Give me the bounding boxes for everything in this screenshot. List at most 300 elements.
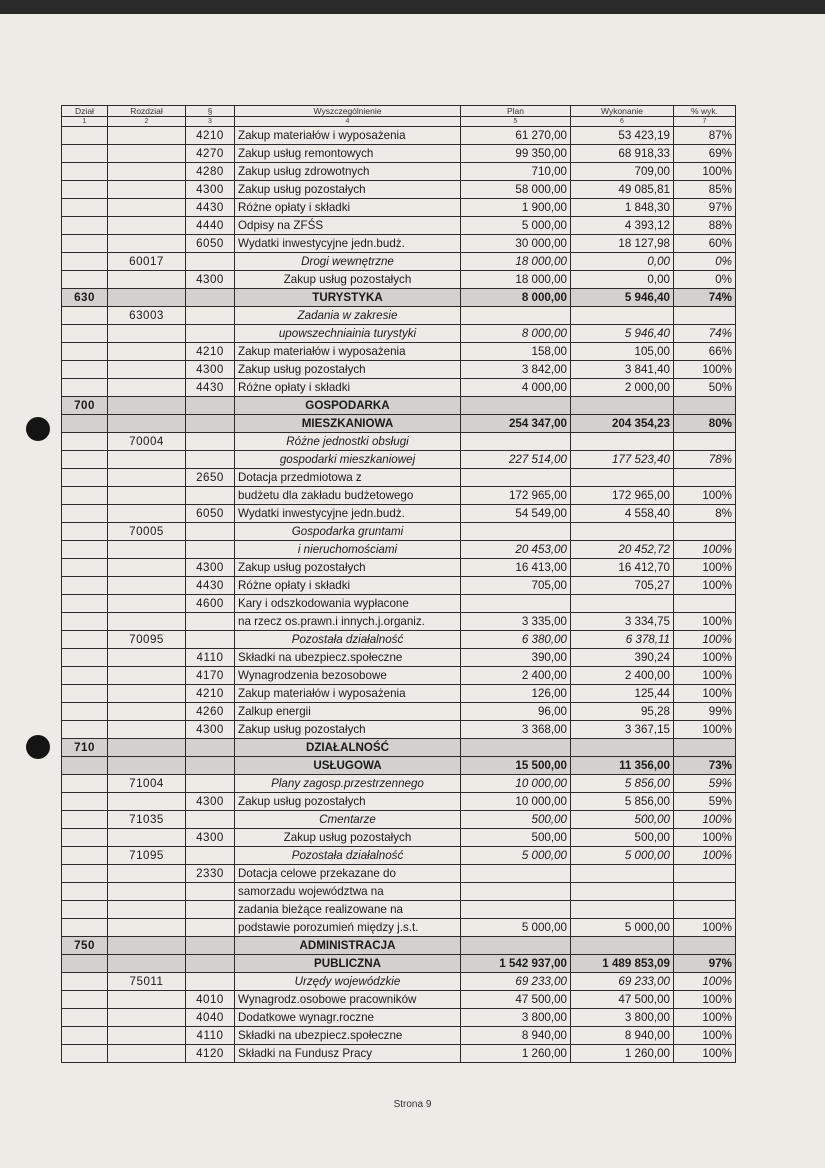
- percent-cell: 100%: [674, 721, 736, 739]
- dzial-cell: [62, 829, 108, 847]
- paragraf-cell: 4210: [186, 127, 235, 145]
- plan-cell: 500,00: [461, 811, 571, 829]
- description-cell: budżetu dla zakładu budżetowego: [235, 487, 461, 505]
- dzial-cell: [62, 955, 108, 973]
- execution-cell: 5 000,00: [571, 847, 674, 865]
- percent-cell: 100%: [674, 613, 736, 631]
- plan-cell: 69 233,00: [461, 973, 571, 991]
- dzial-cell: [62, 1009, 108, 1027]
- execution-cell: 5 946,40: [571, 325, 674, 343]
- percent-cell: [674, 865, 736, 883]
- rozdzial-cell: [108, 127, 186, 145]
- table-row: [62, 991, 736, 1009]
- paragraf-cell: [186, 739, 235, 757]
- paragraf-cell: [186, 325, 235, 343]
- paragraf-cell: 4300: [186, 271, 235, 289]
- table-row: [62, 901, 736, 919]
- rozdzial-cell: [108, 667, 186, 685]
- rozdzial-cell: [108, 739, 186, 757]
- execution-cell: 390,24: [571, 649, 674, 667]
- description-cell: Wynagrodz.osobowe pracowników: [235, 991, 461, 1009]
- execution-cell: 20 452,72: [571, 541, 674, 559]
- percent-cell: 80%: [674, 415, 736, 433]
- paragraf-cell: [186, 847, 235, 865]
- paragraf-cell: 4430: [186, 379, 235, 397]
- dzial-cell: [62, 271, 108, 289]
- paragraf-cell: [186, 397, 235, 415]
- execution-cell: 500,00: [571, 811, 674, 829]
- rozdzial-cell: [108, 271, 186, 289]
- rozdzial-cell: 70095: [108, 631, 186, 649]
- plan-cell: 227 514,00: [461, 451, 571, 469]
- plan-cell: 30 000,00: [461, 235, 571, 253]
- plan-cell: 5 000,00: [461, 919, 571, 937]
- paragraf-cell: [186, 883, 235, 901]
- table-row: [62, 919, 736, 937]
- execution-cell: [571, 937, 674, 955]
- paragraf-cell: 6050: [186, 505, 235, 523]
- plan-cell: [461, 433, 571, 451]
- column-number: 4: [235, 117, 461, 127]
- table-row: [62, 865, 736, 883]
- description-cell: Zakup materiałów i wyposażenia: [235, 343, 461, 361]
- scan-top-edge: [0, 0, 825, 14]
- dzial-cell: [62, 775, 108, 793]
- execution-cell: 2 000,00: [571, 379, 674, 397]
- rozdzial-cell: [108, 937, 186, 955]
- paragraf-cell: [186, 451, 235, 469]
- rozdzial-cell: 71095: [108, 847, 186, 865]
- rozdzial-cell: [108, 595, 186, 613]
- paragraf-cell: 2650: [186, 469, 235, 487]
- dzial-cell: [62, 505, 108, 523]
- percent-cell: 100%: [674, 559, 736, 577]
- table-row: [62, 577, 736, 595]
- paragraf-cell: 4260: [186, 703, 235, 721]
- paragraf-cell: 4300: [186, 361, 235, 379]
- percent-cell: 73%: [674, 757, 736, 775]
- column-header: Rozdział: [108, 106, 186, 117]
- description-cell: Składki na ubezpiecz.społeczne: [235, 1027, 461, 1045]
- column-number: 1: [62, 117, 108, 127]
- plan-cell: 158,00: [461, 343, 571, 361]
- execution-cell: 5 946,40: [571, 289, 674, 307]
- percent-cell: 78%: [674, 451, 736, 469]
- percent-cell: [674, 883, 736, 901]
- rozdzial-cell: [108, 613, 186, 631]
- execution-cell: 0,00: [571, 271, 674, 289]
- execution-cell: 53 423,19: [571, 127, 674, 145]
- percent-cell: 100%: [674, 631, 736, 649]
- plan-cell: 705,00: [461, 577, 571, 595]
- percent-cell: [674, 307, 736, 325]
- dzial-cell: [62, 469, 108, 487]
- execution-cell: 709,00: [571, 163, 674, 181]
- dzial-cell: [62, 577, 108, 595]
- paragraf-cell: 4600: [186, 595, 235, 613]
- execution-cell: 3 334,75: [571, 613, 674, 631]
- plan-cell: 172 965,00: [461, 487, 571, 505]
- execution-cell: 68 918,33: [571, 145, 674, 163]
- percent-cell: 0%: [674, 253, 736, 271]
- plan-cell: 3 368,00: [461, 721, 571, 739]
- plan-cell: 96,00: [461, 703, 571, 721]
- paragraf-cell: [186, 613, 235, 631]
- plan-cell: 54 549,00: [461, 505, 571, 523]
- table-row: [62, 973, 736, 991]
- percent-cell: 100%: [674, 649, 736, 667]
- plan-cell: 8 940,00: [461, 1027, 571, 1045]
- rozdzial-cell: [108, 361, 186, 379]
- plan-cell: 2 400,00: [461, 667, 571, 685]
- paragraf-cell: 4300: [186, 559, 235, 577]
- percent-cell: 100%: [674, 991, 736, 1009]
- execution-cell: 5 000,00: [571, 919, 674, 937]
- plan-cell: [461, 901, 571, 919]
- dzial-cell: [62, 757, 108, 775]
- execution-cell: 11 356,00: [571, 757, 674, 775]
- execution-cell: [571, 901, 674, 919]
- paragraf-cell: 4300: [186, 181, 235, 199]
- plan-cell: 47 500,00: [461, 991, 571, 1009]
- table-row: [62, 505, 736, 523]
- paragraf-cell: 4210: [186, 343, 235, 361]
- dzial-cell: [62, 145, 108, 163]
- description-cell: Zakup usług remontowych: [235, 145, 461, 163]
- percent-cell: [674, 397, 736, 415]
- rozdzial-cell: [108, 469, 186, 487]
- column-header: Dział: [62, 106, 108, 117]
- plan-cell: 1 260,00: [461, 1045, 571, 1063]
- table-row: [62, 829, 736, 847]
- rozdzial-cell: 63003: [108, 307, 186, 325]
- plan-cell: 10 000,00: [461, 775, 571, 793]
- description-cell: Gospodarka gruntami: [235, 523, 461, 541]
- column-header: % wyk.: [674, 106, 736, 117]
- plan-cell: [461, 595, 571, 613]
- percent-cell: [674, 901, 736, 919]
- dzial-cell: 700: [62, 397, 108, 415]
- description-cell: Różne opłaty i składki: [235, 379, 461, 397]
- table-row: [62, 487, 736, 505]
- table-row: [62, 199, 736, 217]
- description-cell: Dodatkowe wynagr.roczne: [235, 1009, 461, 1027]
- execution-cell: 3 841,40: [571, 361, 674, 379]
- description-cell: Zakup usług pozostałych: [235, 271, 461, 289]
- plan-cell: 58 000,00: [461, 181, 571, 199]
- percent-cell: 85%: [674, 181, 736, 199]
- rozdzial-cell: [108, 235, 186, 253]
- percent-cell: 100%: [674, 1027, 736, 1045]
- plan-cell: [461, 883, 571, 901]
- rozdzial-cell: [108, 487, 186, 505]
- table-row: [62, 541, 736, 559]
- description-cell: Zakup materiałów i wyposażenia: [235, 127, 461, 145]
- plan-cell: [461, 523, 571, 541]
- execution-cell: [571, 883, 674, 901]
- percent-cell: 100%: [674, 1045, 736, 1063]
- description-cell: Cmentarze: [235, 811, 461, 829]
- percent-cell: [674, 595, 736, 613]
- dzial-cell: [62, 631, 108, 649]
- paragraf-cell: [186, 919, 235, 937]
- paragraf-cell: [186, 289, 235, 307]
- rozdzial-cell: [108, 1027, 186, 1045]
- execution-cell: 3 367,15: [571, 721, 674, 739]
- paragraf-cell: [186, 973, 235, 991]
- rozdzial-cell: [108, 955, 186, 973]
- description-cell: samorzadu województwa na: [235, 883, 461, 901]
- table-row: [62, 361, 736, 379]
- description-cell: Zakup usług pozostałych: [235, 721, 461, 739]
- table-row: [62, 289, 736, 307]
- table-row: [62, 163, 736, 181]
- dzial-cell: [62, 253, 108, 271]
- dzial-cell: 630: [62, 289, 108, 307]
- description-cell: DZIAŁALNOŚĆ: [235, 739, 461, 757]
- paragraf-cell: 4040: [186, 1009, 235, 1027]
- table-row: [62, 127, 736, 145]
- dzial-cell: [62, 433, 108, 451]
- description-cell: Drogi wewnętrzne: [235, 253, 461, 271]
- execution-cell: 500,00: [571, 829, 674, 847]
- punch-hole: [26, 735, 50, 759]
- paragraf-cell: [186, 955, 235, 973]
- paragraf-cell: 4170: [186, 667, 235, 685]
- dzial-cell: [62, 649, 108, 667]
- percent-cell: 100%: [674, 1009, 736, 1027]
- rozdzial-cell: [108, 901, 186, 919]
- table-row: [62, 703, 736, 721]
- percent-cell: 69%: [674, 145, 736, 163]
- column-header: Plan: [461, 106, 571, 117]
- description-cell: Plany zagosp.przestrzennego: [235, 775, 461, 793]
- paragraf-cell: 4110: [186, 1027, 235, 1045]
- paragraf-cell: [186, 757, 235, 775]
- percent-cell: 100%: [674, 361, 736, 379]
- rozdzial-cell: [108, 181, 186, 199]
- execution-cell: 705,27: [571, 577, 674, 595]
- paragraf-cell: 4300: [186, 793, 235, 811]
- percent-cell: 87%: [674, 127, 736, 145]
- table-row: [62, 559, 736, 577]
- percent-cell: 74%: [674, 325, 736, 343]
- rozdzial-cell: [108, 1045, 186, 1063]
- description-cell: USŁUGOWA: [235, 757, 461, 775]
- plan-cell: 3 335,00: [461, 613, 571, 631]
- header-row: [62, 106, 736, 117]
- plan-cell: 254 347,00: [461, 415, 571, 433]
- rozdzial-cell: [108, 721, 186, 739]
- percent-cell: 97%: [674, 955, 736, 973]
- table-row: [62, 451, 736, 469]
- table-row: [62, 271, 736, 289]
- description-cell: zadania bieżące realizowane na: [235, 901, 461, 919]
- description-cell: Zakup usług pozostałych: [235, 793, 461, 811]
- table-row: [62, 847, 736, 865]
- dzial-cell: [62, 361, 108, 379]
- paragraf-cell: 4210: [186, 685, 235, 703]
- percent-cell: 100%: [674, 973, 736, 991]
- execution-cell: [571, 469, 674, 487]
- paragraf-cell: 4120: [186, 1045, 235, 1063]
- paragraf-cell: [186, 433, 235, 451]
- punch-hole: [26, 417, 50, 441]
- rozdzial-cell: 71004: [108, 775, 186, 793]
- rozdzial-cell: [108, 559, 186, 577]
- rozdzial-cell: 71035: [108, 811, 186, 829]
- dzial-cell: [62, 163, 108, 181]
- dzial-cell: [62, 127, 108, 145]
- table-row: [62, 739, 736, 757]
- dzial-cell: [62, 991, 108, 1009]
- plan-cell: 18 000,00: [461, 271, 571, 289]
- paragraf-cell: 4300: [186, 829, 235, 847]
- description-cell: Różne opłaty i składki: [235, 577, 461, 595]
- description-cell: Różne opłaty i składki: [235, 199, 461, 217]
- rozdzial-cell: [108, 379, 186, 397]
- plan-cell: 4 000,00: [461, 379, 571, 397]
- table-row: [62, 217, 736, 235]
- rozdzial-cell: 70005: [108, 523, 186, 541]
- description-cell: Kary i odszkodowania wypłacone: [235, 595, 461, 613]
- table-row: [62, 343, 736, 361]
- dzial-cell: [62, 217, 108, 235]
- paragraf-cell: [186, 415, 235, 433]
- table-row: [62, 1045, 736, 1063]
- description-cell: podstawie porozumień między j.s.t.: [235, 919, 461, 937]
- percent-cell: [674, 433, 736, 451]
- paragraf-cell: [186, 523, 235, 541]
- dzial-cell: [62, 379, 108, 397]
- rozdzial-cell: [108, 649, 186, 667]
- rozdzial-cell: [108, 217, 186, 235]
- percent-cell: 74%: [674, 289, 736, 307]
- percent-cell: 97%: [674, 199, 736, 217]
- execution-cell: 69 233,00: [571, 973, 674, 991]
- rozdzial-cell: [108, 919, 186, 937]
- dzial-cell: [62, 235, 108, 253]
- paragraf-cell: 4300: [186, 721, 235, 739]
- description-cell: gospodarki mieszkaniowej: [235, 451, 461, 469]
- paragraf-cell: 4440: [186, 217, 235, 235]
- plan-cell: [461, 937, 571, 955]
- table-row: [62, 397, 736, 415]
- description-cell: Wynagrodzenia bezosobowe: [235, 667, 461, 685]
- plan-cell: 5 000,00: [461, 217, 571, 235]
- paragraf-cell: [186, 541, 235, 559]
- execution-cell: [571, 397, 674, 415]
- rozdzial-cell: [108, 865, 186, 883]
- rozdzial-cell: [108, 199, 186, 217]
- rozdzial-cell: [108, 829, 186, 847]
- description-cell: Wydatki inwestycyjne jedn.budż.: [235, 505, 461, 523]
- rozdzial-cell: [108, 289, 186, 307]
- description-cell: Zakup usług pozostałych: [235, 559, 461, 577]
- percent-cell: [674, 739, 736, 757]
- percent-cell: 100%: [674, 487, 736, 505]
- plan-cell: 8 000,00: [461, 289, 571, 307]
- table-row: [62, 415, 736, 433]
- column-number: 2: [108, 117, 186, 127]
- rozdzial-cell: [108, 451, 186, 469]
- percent-cell: 100%: [674, 541, 736, 559]
- paragraf-cell: 4430: [186, 577, 235, 595]
- execution-cell: 5 856,00: [571, 793, 674, 811]
- percent-cell: 99%: [674, 703, 736, 721]
- dzial-cell: [62, 181, 108, 199]
- execution-cell: 1 848,30: [571, 199, 674, 217]
- budget-table: [61, 105, 736, 1063]
- dzial-cell: [62, 325, 108, 343]
- rozdzial-cell: [108, 991, 186, 1009]
- execution-cell: 18 127,98: [571, 235, 674, 253]
- dzial-cell: [62, 703, 108, 721]
- plan-cell: 18 000,00: [461, 253, 571, 271]
- percent-cell: [674, 937, 736, 955]
- percent-cell: 100%: [674, 163, 736, 181]
- plan-cell: 1 900,00: [461, 199, 571, 217]
- description-cell: TURYSTYKA: [235, 289, 461, 307]
- rozdzial-cell: [108, 703, 186, 721]
- percent-cell: 88%: [674, 217, 736, 235]
- description-cell: Zakup materiałów i wyposażenia: [235, 685, 461, 703]
- description-cell: Składki na ubezpiecz.społeczne: [235, 649, 461, 667]
- percent-cell: 100%: [674, 811, 736, 829]
- column-header: Wykonanie: [571, 106, 674, 117]
- description-cell: Pozostała działalność: [235, 631, 461, 649]
- dzial-cell: [62, 919, 108, 937]
- execution-cell: 4 558,40: [571, 505, 674, 523]
- table-row: [62, 325, 736, 343]
- table-row: [62, 469, 736, 487]
- dzial-cell: [62, 793, 108, 811]
- rozdzial-cell: [108, 145, 186, 163]
- dzial-cell: [62, 973, 108, 991]
- dzial-cell: [62, 523, 108, 541]
- execution-cell: 172 965,00: [571, 487, 674, 505]
- description-cell: Pozostała działalność: [235, 847, 461, 865]
- rozdzial-cell: [108, 397, 186, 415]
- paragraf-cell: 6050: [186, 235, 235, 253]
- description-cell: Zakup usług pozostałych: [235, 829, 461, 847]
- table-row: [62, 1027, 736, 1045]
- execution-cell: [571, 307, 674, 325]
- rozdzial-cell: [108, 343, 186, 361]
- table-row: [62, 145, 736, 163]
- plan-cell: [461, 469, 571, 487]
- dzial-cell: [62, 595, 108, 613]
- execution-cell: 49 085,81: [571, 181, 674, 199]
- paragraf-cell: [186, 937, 235, 955]
- execution-cell: 125,44: [571, 685, 674, 703]
- table-row: [62, 613, 736, 631]
- execution-cell: 204 354,23: [571, 415, 674, 433]
- dzial-cell: [62, 721, 108, 739]
- table-row: [62, 721, 736, 739]
- table-row: [62, 775, 736, 793]
- plan-cell: 1 542 937,00: [461, 955, 571, 973]
- execution-cell: [571, 739, 674, 757]
- table-row: [62, 1009, 736, 1027]
- plan-cell: [461, 739, 571, 757]
- paragraf-cell: 4280: [186, 163, 235, 181]
- paragraf-cell: [186, 631, 235, 649]
- dzial-cell: [62, 541, 108, 559]
- dzial-cell: [62, 901, 108, 919]
- column-header: Wyszczególnienie: [235, 106, 461, 117]
- plan-cell: 99 350,00: [461, 145, 571, 163]
